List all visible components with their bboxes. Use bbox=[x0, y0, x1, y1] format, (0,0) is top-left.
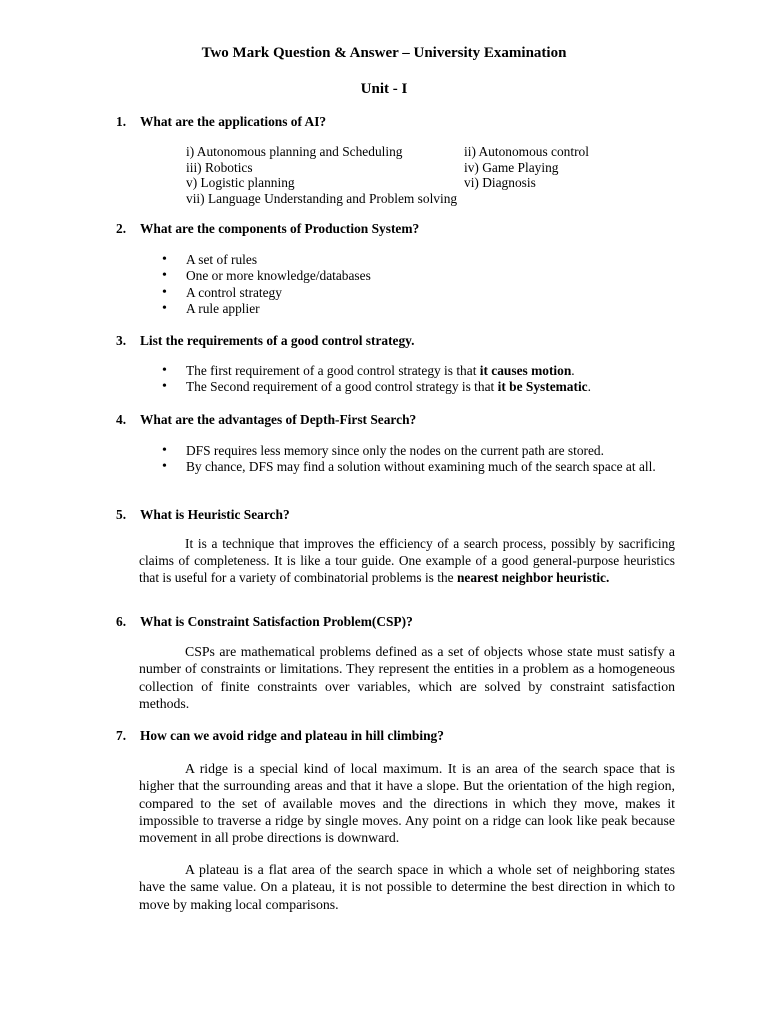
question-5 bbox=[116, 507, 676, 523]
question-text: How can we avoid ridge and plateau in hill climbing? bbox=[140, 728, 444, 743]
question-text: What are the components of Production System? bbox=[140, 221, 420, 236]
answer-6 bbox=[139, 643, 675, 712]
question-text: What are the applications of AI? bbox=[140, 114, 327, 129]
requirement-emphasis: it causes motion bbox=[479, 363, 572, 378]
application-item: iv) Game Playing bbox=[464, 159, 559, 175]
requirement-text-end: . bbox=[587, 379, 591, 395]
answer-text: CSPs are mathematical problems defined as a set of objects whose state must satisfy a number of constraints or limitations. They represent the entities in a problem as a homogeneous collection of finite constraints over variables, which are solved by constraint satisfaction methods. bbox=[139, 644, 675, 711]
application-item: vii) Language Understanding and Problem solving bbox=[186, 190, 458, 206]
document-title: Two Mark Question & Answer – University Examination bbox=[201, 45, 567, 61]
question-number: 7. bbox=[116, 728, 127, 743]
answer-5 bbox=[139, 536, 675, 586]
requirement-text: The first requirement of a good control strategy is that bbox=[186, 363, 480, 378]
question-number: 1. bbox=[116, 114, 127, 129]
answer-text: It is a technique that improves the efficiency of a search process, possibly by sacrificing claims of completeness. It is like a tour guide. One example of a good general-purpose heuristics that is useful for a variety of combinatorial problems is the bbox=[139, 536, 675, 585]
applications-row bbox=[186, 144, 626, 160]
components-list bbox=[162, 252, 674, 317]
applications-row bbox=[186, 191, 626, 207]
question-7 bbox=[116, 728, 676, 744]
applications-list bbox=[186, 144, 626, 206]
list-item: • One or more knowledge/databases bbox=[162, 268, 674, 284]
question-text: What are the advantages of Depth-First Search? bbox=[140, 412, 417, 427]
requirement-text-end: . bbox=[571, 363, 575, 378]
list-item bbox=[162, 379, 674, 395]
question-number: 2. bbox=[116, 221, 127, 236]
question-2 bbox=[116, 221, 676, 237]
dfs-advantages-list bbox=[162, 443, 674, 476]
question-number: 3. bbox=[116, 333, 127, 348]
question-number: 4. bbox=[116, 412, 127, 427]
question-1 bbox=[116, 114, 676, 130]
question-text: List the requirements of a good control strategy. bbox=[140, 333, 415, 348]
answer-7-plateau bbox=[139, 861, 675, 913]
question-6 bbox=[116, 614, 676, 630]
unit-heading: Unit - I bbox=[360, 81, 408, 97]
requirement-text: The Second requirement of a good control strategy is that bbox=[186, 379, 498, 395]
application-item: vi) Diagnosis bbox=[464, 175, 536, 190]
list-item: • A set of rules bbox=[162, 252, 674, 268]
answer-emphasis: nearest neighbor heuristic. bbox=[456, 569, 610, 585]
applications-row bbox=[186, 160, 626, 176]
list-item: • By chance, DFS may find a solution without examining much of the search space at all. bbox=[162, 459, 674, 475]
requirement-emphasis: it be Systematic bbox=[497, 379, 588, 395]
list-item bbox=[162, 363, 674, 379]
answer-7-ridge bbox=[139, 760, 675, 846]
question-text: What is Constraint Satisfaction Problem(CSP)? bbox=[140, 614, 413, 629]
answer-text: A plateau is a flat area of the search space in which a whole set of neighboring states have the same value. On a plateau, it is not possible to determine the best direction in which to move by making local comparisons. bbox=[139, 862, 675, 912]
requirements-list bbox=[162, 363, 674, 396]
question-3 bbox=[116, 333, 676, 349]
list-item: • A rule applier bbox=[162, 301, 674, 317]
question-number: 6. bbox=[116, 614, 127, 629]
question-4 bbox=[116, 412, 676, 428]
list-item: • DFS requires less memory since only the nodes on the current path are stored. bbox=[162, 443, 674, 459]
question-text: What is Heuristic Search? bbox=[140, 507, 290, 522]
application-item: i) Autonomous planning and Scheduling bbox=[186, 144, 403, 159]
application-item: iii) Robotics bbox=[186, 159, 253, 175]
answer-text: A ridge is a special kind of local maximum. It is an area of the search space that is higher that the surrounding areas and that it have a slope. But the orientation of the high region, compared to the set of available moves and the directions in which they move, makes it impossible to traverse a ridge by single moves. Any point on a ridge can look like peak because movement in all probe directions is downward. bbox=[139, 761, 675, 846]
question-number: 5. bbox=[116, 507, 127, 522]
applications-row bbox=[186, 175, 626, 191]
application-item: v) Logistic planning bbox=[186, 175, 295, 190]
application-item: ii) Autonomous control bbox=[464, 144, 589, 159]
list-item: • A control strategy bbox=[162, 285, 674, 301]
